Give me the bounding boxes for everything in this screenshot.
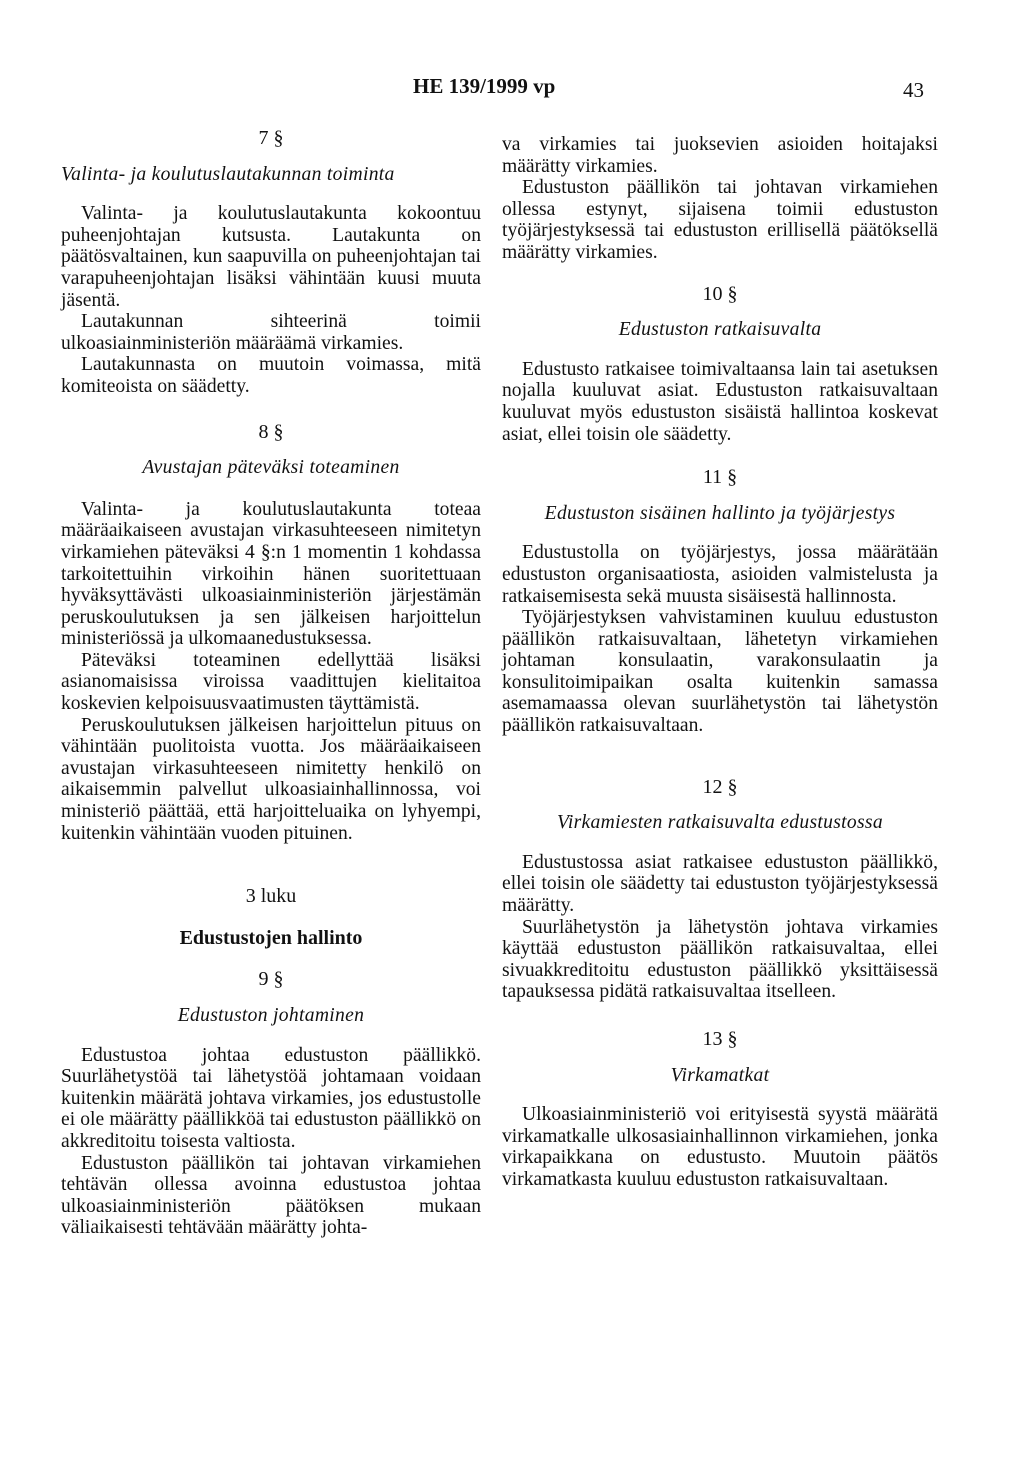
section-8-paragraph-2: Päteväksi toteaminen edellyttää lisäksi asianomaisissa viroissa vaadittujen kielitaitoa koskevien kelpoisuusvaatimusten täyttämistä. bbox=[61, 649, 481, 715]
page-header bbox=[0, 74, 1024, 104]
section-11-number: 11 § bbox=[702, 466, 738, 489]
section-12-paragraph-1: Edustustossa asiat ratkaisee edustuston päällikkö, ellei toisin ole säädetty tai edustuston työjärjestyksessä määrätty. bbox=[502, 851, 938, 917]
section-8-paragraph-3: Peruskoulutuksen jälkeisen harjoittelun pituus on vähintään puolitoista vuotta. Jos määräaikaiseen avustajan virkasuhteeseen nimitetty henkilö on aikaisemmin palvellut ulkoasiainhallinnossa, voi ministeriö päättää, että harjoitteluaika on lyhyempi, kuitenkin vähintään vuoden pituinen. bbox=[61, 714, 481, 844]
section-12-paragraph-2: Suurlähetystön ja lähetystön johtava virkamies käyttää edustuston päällikön ratkaisuvaltaa, ellei sivuakkreditoitu edustuston päällikkö yksittäisessä tapauksessa pidätä ratkaisuvaltaa itselleen. bbox=[502, 916, 938, 1003]
section-8-title: Avustajan päteväksi toteaminen bbox=[142, 457, 400, 479]
section-12-number: 12 § bbox=[702, 775, 738, 798]
section-10-number: 10 § bbox=[702, 282, 738, 305]
section-7-number: 7 § bbox=[258, 127, 284, 149]
left-column bbox=[61, 120, 481, 1239]
section-7-paragraph-2: Lautakunnan sihteerinä toimii ulkoasiainministeriön määräämä virkamies. bbox=[61, 311, 481, 354]
section-7-paragraph-3: Lautakunnasta on muutoin voimassa, mitä komiteoista on säädetty. bbox=[61, 354, 481, 397]
section-9-paragraph-1: Edustustoa johtaa edustuston päällikkö. Suurlähetystöä tai lähetystöä johtamaan voidaan kuitenkin määrätä johtava virkamies, jos edustustolle ei ole määrätty päällikköä tai edustuston päällikkö on akkreditoitu toisesta valtiosta. bbox=[61, 1044, 481, 1152]
section-12-title: Virkamiesten ratkaisuvalta edustustossa bbox=[557, 812, 883, 834]
section-9-paragraph-2: Edustuston päällikön tai johtavan virkamiehen tehtävän ollessa avoinna edustustoa johtaa ulkoasiainministeriön päätöksen mukaan väliaikaisesti tehtävään määrätty johta- bbox=[61, 1152, 481, 1239]
section-11-paragraph-2: Työjärjestyksen vahvistaminen kuuluu edustuston päällikön ratkaisuvaltaan, lähetetyn virkamiehen johtaman konsulaatin, varakonsulaatin ja konsulitoimipaikan osalta kuitenkin samassa asemamaassa olevan suurlähetystön tai lähetystön päällikön ratkaisuvaltaan. bbox=[502, 607, 938, 737]
section-11-title: Edustuston sisäinen hallinto ja työjärjestys bbox=[544, 502, 896, 524]
section-13-paragraph-1: Ulkoasiainministeriö voi erityisestä syystä määrätä virkamatkalle ulkosasiainhallinnon virkamiehen, jonka virkapaikkana on edustusto. Muutoin päätös virkamatkasta kuuluu edustuston ratkaisuvaltaan. bbox=[502, 1104, 938, 1190]
section-9-number: 9 § bbox=[258, 968, 284, 991]
section-11-paragraph-1: Edustustolla on työjärjestys, jossa määrätään edustuston organisaatiosta, asioiden valmistelusta ja ratkaisemisesta sekä muusta sisäisestä hallinnosta. bbox=[502, 542, 938, 607]
section-13-title: Virkamatkat bbox=[670, 1064, 770, 1086]
section-10-title: Edustuston ratkaisuvalta bbox=[618, 319, 822, 341]
section-8-paragraph-1: Valinta- ja koulutuslautakunta toteaa määräaikaiseen avustajan virkasuhteeseen nimitetyn virkamiehen päteväksi 4 §:n 1 momentin 1 kohdassa tarkoitettuihin virkoihin hänen suoritettuaan hyväksyttävästi ulkoasiainministeriön järjestämän peruskoulutuksen ja sen jälkeisen harjoittelun ministeriössä ja ulkomaanedustuksessa. bbox=[61, 498, 481, 650]
chapter-number: 3 luku bbox=[245, 885, 297, 908]
chapter-title: Edustustojen hallinto bbox=[179, 926, 363, 949]
continued-paragraph: va virkamies tai juoksevien asioiden hoitajaksi määrätty virkamies. bbox=[502, 134, 938, 177]
page-number: 43 bbox=[903, 78, 924, 102]
section-8-number: 8 § bbox=[258, 420, 284, 443]
section-7-paragraph-1: Valinta- ja koulutuslautakunta kokoontuu puheenjohtajan kutsusta. Lautakunta on päätösvaltainen, kun saapuvilla on puheenjohtajan tai varapuheenjohtajan lisäksi vähintään kuusi muuta jäsentä. bbox=[61, 203, 481, 311]
section-7-title: Valinta- ja koulutuslautakunnan toiminta bbox=[61, 163, 395, 185]
continued-paragraph-2: Edustuston päällikön tai johtavan virkamiehen ollessa estynyt, sijaisena toimii edustuston työjärjestyksessä tai edustuston erillisellä päätöksellä määrätty virkamies. bbox=[502, 177, 938, 263]
section-10-paragraph-1: Edustusto ratkaisee toimivaltaansa lain tai asetuksen nojalla kuuluvat asiat. Edustuston ratkaisuvaltaan kuuluvat myös edustuston sisäistä hallintoa koskevat asiat, ellei toisin ole säädetty. bbox=[502, 358, 938, 445]
right-column bbox=[502, 120, 938, 1191]
section-13-number: 13 § bbox=[702, 1028, 738, 1050]
section-9-title: Edustuston johtaminen bbox=[177, 1005, 365, 1026]
running-title: HE 139/1999 vp bbox=[413, 74, 556, 98]
